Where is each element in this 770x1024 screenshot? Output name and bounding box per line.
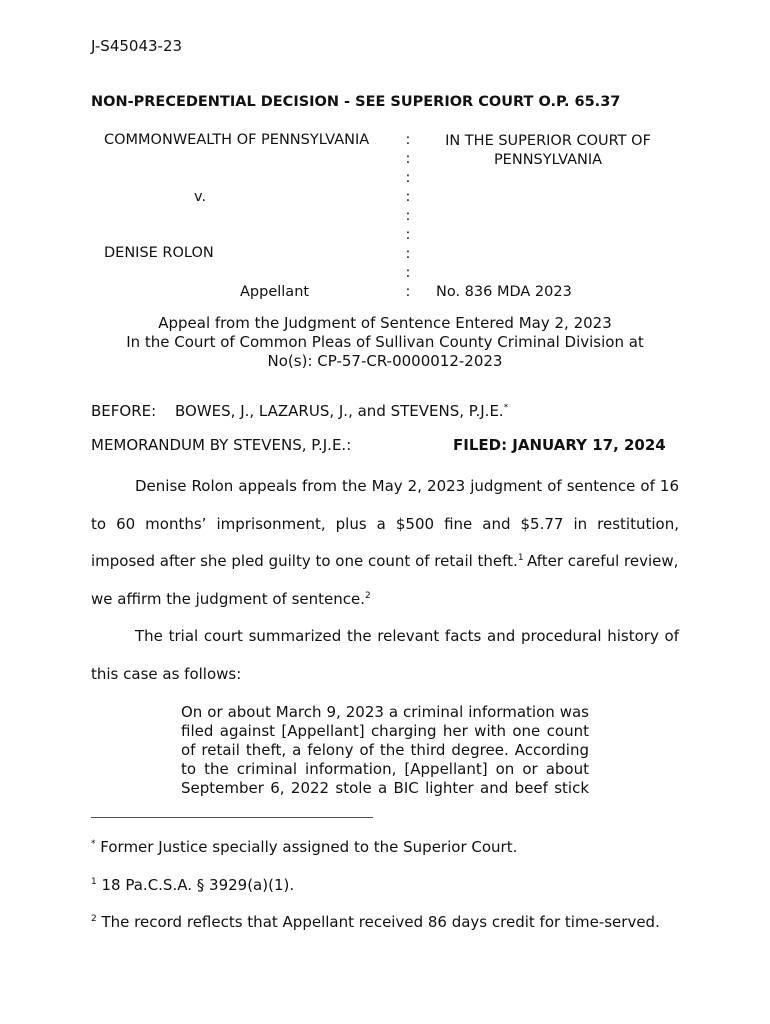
footnote-mark: 1 — [91, 877, 97, 887]
appeal-line: Appeal from the Judgment of Sentence Entered May 2, 2023 — [158, 314, 612, 332]
footnote-mark: 2 — [91, 914, 97, 924]
quote-line: filed against [Appellant] charging her with one count — [181, 722, 589, 740]
paragraph-text: After careful review, — [527, 552, 679, 570]
caption-defendant: DENISE ROLON — [104, 245, 214, 261]
paragraph-text: we affirm the judgment of sentence. — [91, 590, 365, 608]
footnote-ref[interactable]: 2 — [364, 591, 371, 601]
caption-versus: v. — [194, 189, 207, 205]
paragraph-line: to 60 months’ imprisonment, plus a $500 fine and $5.77 in restitution, — [91, 515, 679, 533]
paragraph-line — [527, 552, 678, 570]
court-name-line: IN THE SUPERIOR COURT OF — [445, 133, 651, 149]
footnote-text: Former Justice specially assigned to the Superior Court. — [95, 838, 518, 856]
footnote — [91, 838, 517, 856]
caption-colon: : — [405, 151, 411, 167]
footnote-text: The record reflects that Appellant received 86 days credit for time-served. — [96, 913, 660, 931]
paragraph-line: Denise Rolon appeals from the May 2, 2023 judgment of sentence of 16 — [135, 477, 679, 495]
court-name-line: PENNSYLVANIA — [493, 152, 603, 168]
quote-line: to the criminal information, [Appellant] on or about — [181, 760, 589, 778]
paragraph-line — [91, 590, 371, 608]
court-name — [420, 132, 676, 170]
docket-number: J-S45043-23 — [91, 37, 183, 55]
footnote — [91, 913, 660, 931]
appeal-info — [91, 314, 679, 371]
caption-colon: : — [405, 246, 411, 262]
appeal-line: In the Court of Common Pleas of Sullivan County Criminal Division at — [126, 333, 644, 351]
paragraph-line — [91, 552, 524, 570]
footnote-ref[interactable]: 1 — [517, 553, 524, 563]
footnote — [91, 876, 294, 894]
quote-line: September 6, 2022 stole a BIC lighter and beef stick — [181, 779, 589, 797]
caption-colon: : — [405, 170, 411, 186]
before-label: BEFORE: — [91, 402, 157, 420]
panel-judges — [175, 402, 508, 420]
judges-text: BOWES, J., LAZARUS, J., and STEVENS, P.J.E. — [175, 402, 504, 420]
footnote-divider — [91, 817, 373, 818]
paragraph-line: this case as follows: — [91, 665, 242, 683]
block-quote — [181, 703, 589, 798]
footnote-text: 18 Pa.C.S.A. § 3929(a)(1). — [96, 876, 295, 894]
quote-line: On or about March 9, 2023 a criminal information was — [181, 703, 589, 721]
caption-colon: : — [405, 189, 411, 205]
non-precedential-banner: NON-PRECEDENTIAL DECISION - SEE SUPERIOR COURT O.P. 65.37 — [91, 94, 621, 110]
caption-colon: : — [405, 208, 411, 224]
caption-colon: : — [405, 284, 411, 300]
filed-date: FILED: JANUARY 17, 2024 — [453, 436, 666, 454]
caption-colon: : — [405, 132, 411, 148]
caption-colon: : — [405, 265, 411, 281]
quote-line: of retail theft, a felony of the third degree. According — [181, 741, 589, 759]
footnote-mark: * — [91, 839, 96, 849]
caption-colon: : — [405, 227, 411, 243]
paragraph-line: The trial court summarized the relevant facts and procedural history of — [135, 627, 679, 645]
appeal-line: No(s): CP-57-CR-0000012-2023 — [267, 352, 503, 370]
caption-plaintiff: COMMONWEALTH OF PENNSYLVANIA — [104, 132, 370, 148]
footnote-ref[interactable]: * — [503, 403, 509, 413]
case-number: No. 836 MDA 2023 — [436, 284, 572, 300]
memorandum-author: MEMORANDUM BY STEVENS, P.J.E.: — [91, 436, 352, 454]
caption-role: Appellant — [240, 284, 310, 300]
paragraph-text: imposed after she pled guilty to one count of retail theft. — [91, 552, 518, 570]
